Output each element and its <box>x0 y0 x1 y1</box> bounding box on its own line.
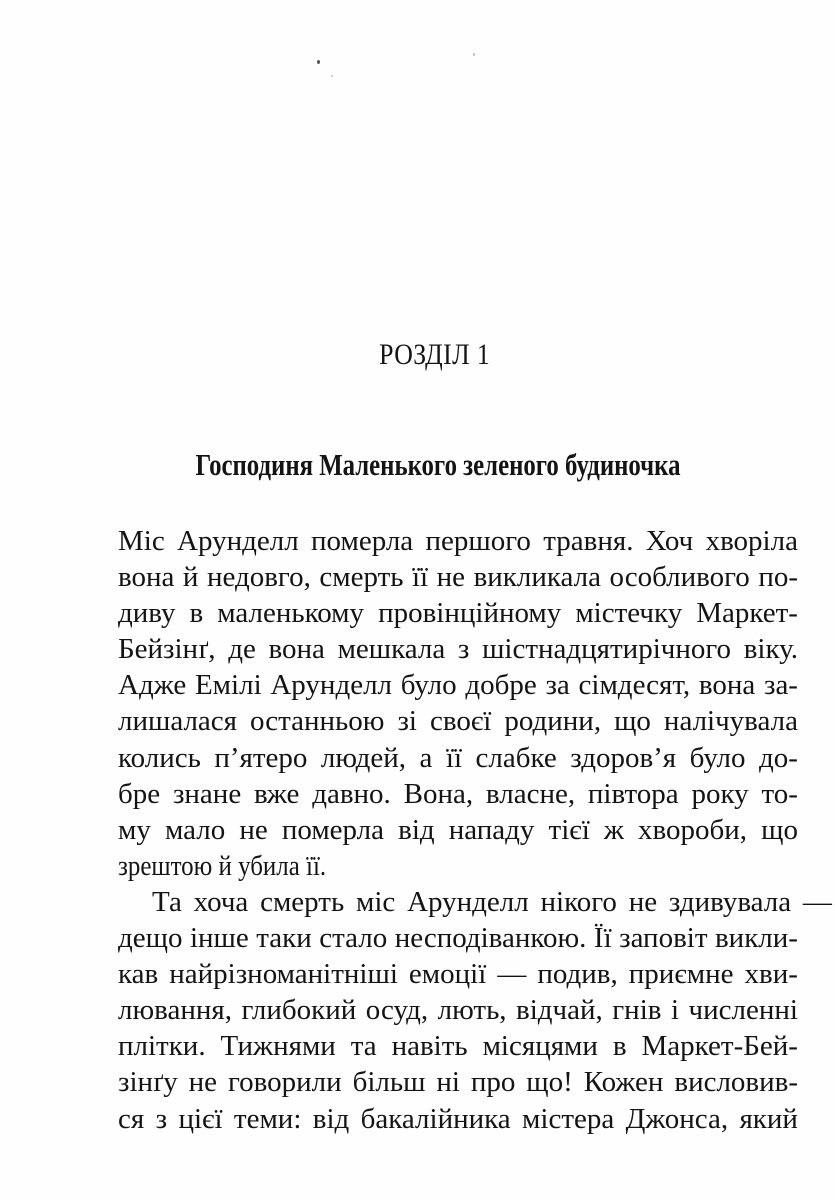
text-line: ся з цієї теми: від бакалійника містера Джонса, який <box>118 1102 798 1135</box>
paragraph <box>118 884 832 1137</box>
text-line: лювання, глибокий осуд, лють, відчай, гнів і численні <box>118 994 798 1027</box>
chapter-label: РОЗДІЛ 1 <box>379 338 491 371</box>
text-line: плітки. Тижнями та навіть місяцями в Маркет-Бей- <box>118 1030 798 1063</box>
scan-speck <box>473 53 475 56</box>
text-line: му мало не померла від нападу тієї ж хвороби, що <box>118 813 798 846</box>
text-line: вона й недовго, смерть її не викликала особливого по- <box>118 561 798 594</box>
text-line: бре знане вже давно. Вона, власне, півтора року то- <box>118 777 798 810</box>
scan-speck <box>331 75 333 77</box>
text-line: зрештою й убила її. <box>118 849 327 882</box>
text-line: колись п’ятеро людей, а її слабке здоров’я було до- <box>118 741 798 774</box>
text-line: зінґу не говорили більш ні про що! Кожен висловив- <box>118 1066 798 1099</box>
text-line: Міс Арунделл померла першого травня. Хоч хворіла <box>118 525 798 557</box>
text-line: лишалася останньою зі своєї родини, що налічувала <box>118 705 798 738</box>
text-line: Бейзінґ, де вона мешкала з шістнадцятирічного віку. <box>118 633 798 666</box>
text-line: Адже Емілі Арунделл було добре за сімдесят, вона за- <box>118 669 798 702</box>
text-line: Та хоча смерть міс Арунделл нікого не здивувала — <box>152 885 832 918</box>
chapter-title: Господиня Маленького зеленого будиночка <box>195 447 681 482</box>
text-line: кав найрізноманітніші емоції — подив, приємне хви- <box>118 958 798 991</box>
paragraph <box>118 523 798 884</box>
body-text <box>118 523 832 1137</box>
text-line: диву в маленькому провінційному містечку Маркет- <box>118 597 798 630</box>
scan-speck <box>317 60 320 64</box>
text-line: дещо інше таки стало несподіванкою. Її заповіт викли- <box>118 922 798 955</box>
